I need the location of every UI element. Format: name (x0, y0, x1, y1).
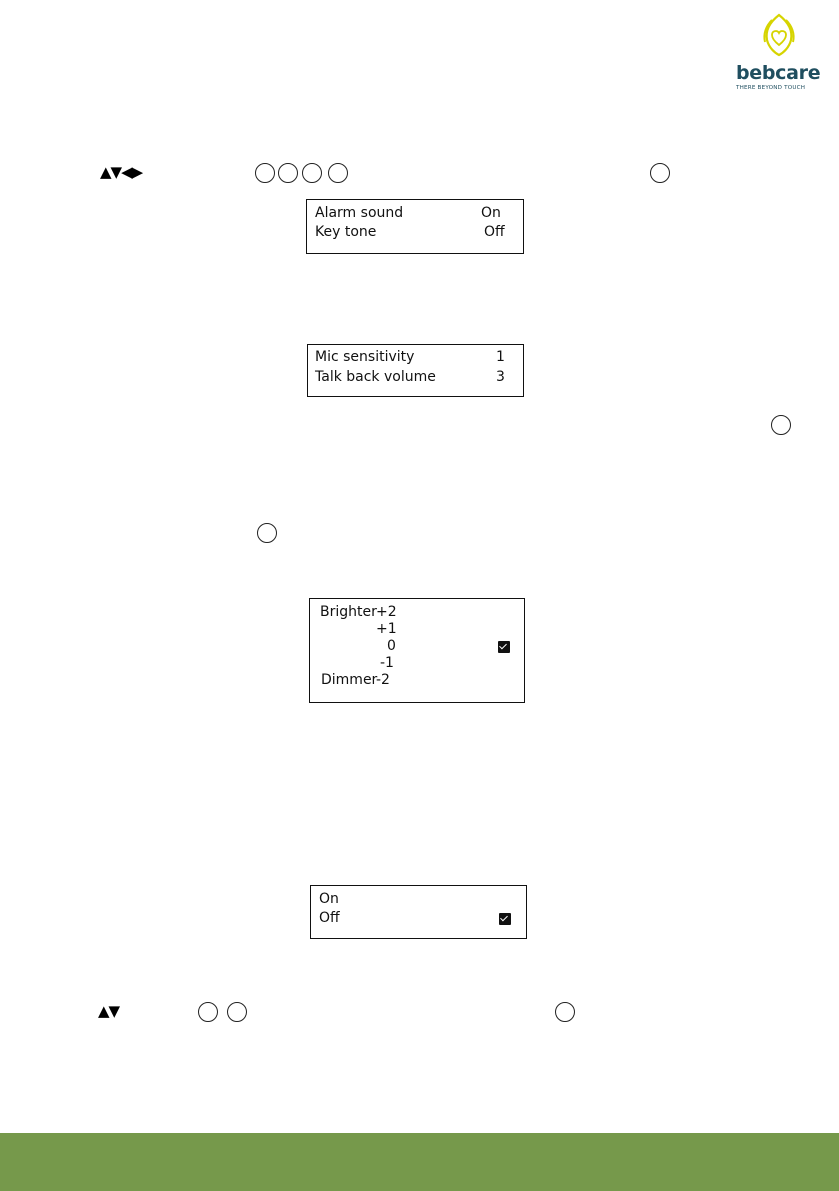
mic-sensitivity-value: 1 (496, 349, 505, 365)
nav-button-1 (255, 163, 275, 183)
up-down-arrows: ▲▼ (98, 1002, 120, 1020)
brightness-value-minus2: -2 (376, 672, 390, 688)
talk-back-volume-label: Talk back volume (315, 369, 436, 385)
checkmark-icon (498, 641, 510, 653)
lcd-brightness-settings (309, 598, 525, 703)
brand-name: bebcare (736, 62, 821, 84)
brightness-value-minus1: -1 (380, 655, 394, 671)
alarm-sound-label: Alarm sound (315, 205, 404, 221)
ok-button-2 (771, 415, 791, 435)
nav-button-3 (302, 163, 322, 183)
lcd-audio-settings (307, 344, 524, 397)
heart-shield-icon (760, 12, 798, 58)
brand-tagline: THERE BEYOND TOUCH (736, 85, 806, 91)
mic-sensitivity-label: Mic sensitivity (315, 349, 415, 365)
brightness-value-plus1: +1 (376, 621, 397, 637)
nav-button-2 (278, 163, 298, 183)
ok-button-4 (555, 1002, 575, 1022)
key-tone-label: Key tone (315, 224, 377, 240)
lcd-sound-settings (306, 199, 524, 254)
brightness-value-0: 0 (387, 638, 396, 654)
brand-logo (730, 12, 830, 92)
dimmer-label: Dimmer (321, 672, 378, 688)
lcd-toggle-settings (310, 885, 527, 939)
footer-bar (0, 1133, 839, 1191)
checkmark-icon (499, 913, 511, 925)
option-on: On (319, 891, 339, 907)
option-off: Off (319, 910, 340, 926)
key-tone-value: Off (484, 224, 505, 240)
brightness-value-plus2: +2 (376, 604, 397, 620)
nav-button-up (198, 1002, 218, 1022)
brighter-label: Brighter (320, 604, 377, 620)
nav-button-down (227, 1002, 247, 1022)
talk-back-volume-value: 3 (496, 369, 505, 385)
ok-button-3 (257, 523, 277, 543)
ok-button-1 (650, 163, 670, 183)
four-way-arrows: ▲▼◀▶ (100, 163, 143, 181)
nav-button-4 (328, 163, 348, 183)
alarm-sound-value: On (481, 205, 501, 221)
